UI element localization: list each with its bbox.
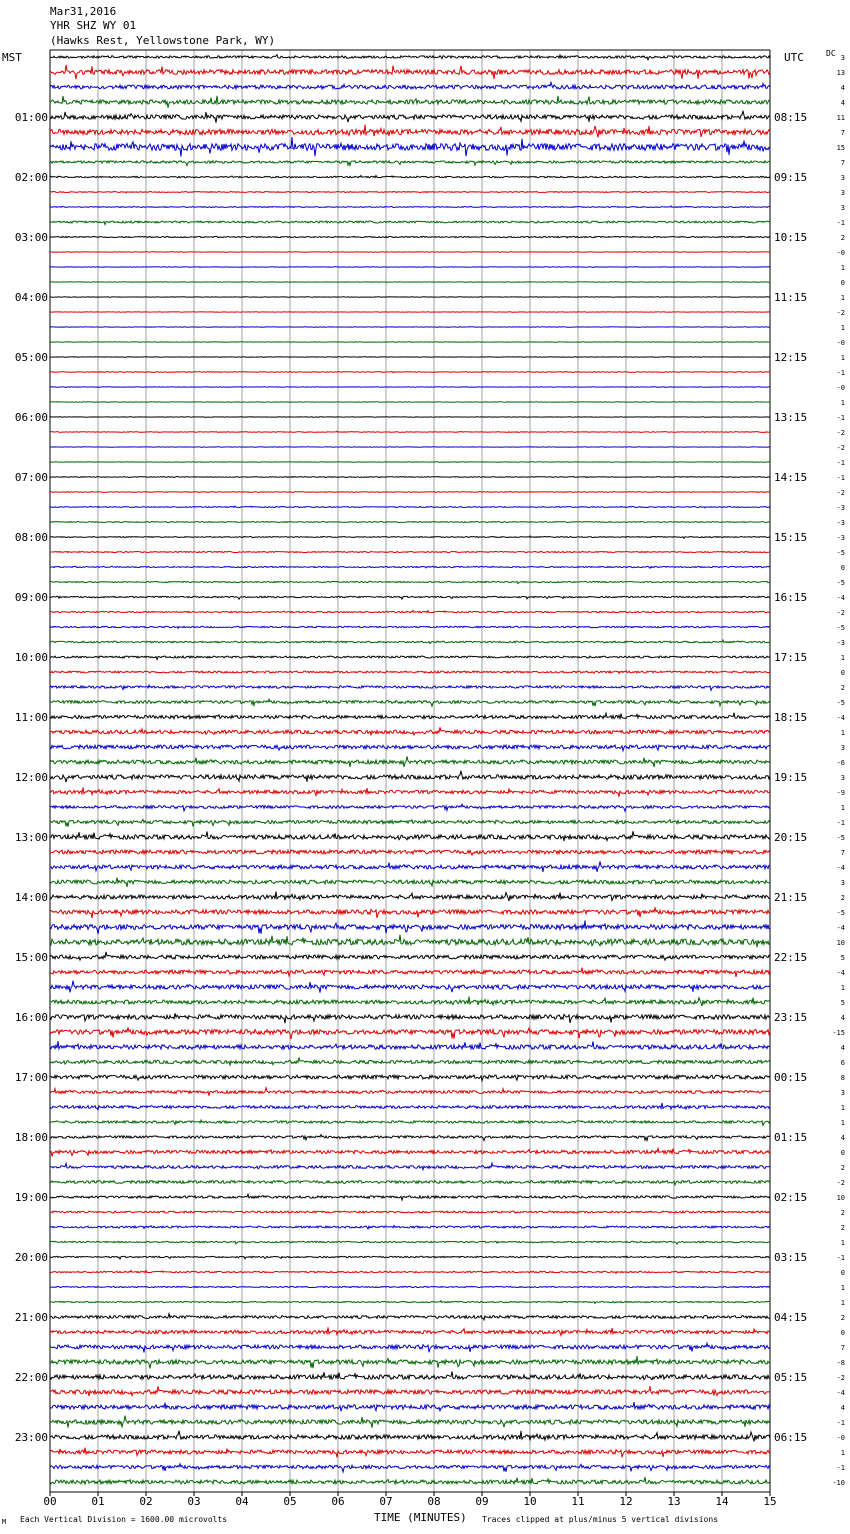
trace-line: [50, 221, 770, 224]
trace-line: [50, 685, 770, 690]
right-hour-label: 04:15: [774, 1311, 808, 1324]
trace-line: [50, 1120, 770, 1125]
trace-line: [50, 920, 770, 934]
x-tick-label: 08: [427, 1495, 441, 1508]
trace-line: [50, 111, 770, 123]
right-hour-label: 12:15: [774, 351, 808, 364]
trace-line: [50, 968, 770, 977]
left-hour-label: 13:00: [14, 831, 48, 844]
dc-offset-label: 1: [840, 324, 845, 332]
x-tick-label: 03: [187, 1495, 201, 1508]
dc-offset-label: -1: [836, 414, 845, 422]
dc-offset-label: 13: [836, 69, 845, 77]
dc-offset-label: -5: [836, 579, 845, 587]
trace-line: [50, 282, 770, 283]
trace-line: [50, 935, 770, 948]
dc-offset-label: 4: [840, 1134, 845, 1142]
trace-line: [50, 161, 770, 166]
dc-offset-label: -5: [836, 909, 845, 917]
dc-offset-label: 3: [840, 189, 845, 197]
trace-line: [50, 1241, 770, 1244]
trace-line: [50, 192, 770, 193]
left-hour-label: 11:00: [14, 711, 48, 724]
trace-line: [50, 1314, 770, 1320]
trace-line: [50, 1372, 770, 1380]
x-tick-label: 01: [91, 1495, 105, 1508]
right-hour-label: 15:15: [774, 531, 808, 544]
right-hour-label: 19:15: [774, 771, 808, 784]
trace-line: [50, 1058, 770, 1066]
left-hour-label: 22:00: [14, 1371, 48, 1384]
trace-line: [50, 1225, 770, 1228]
dc-offset-label: -3: [836, 504, 845, 512]
trace-line: [50, 506, 770, 508]
left-hour-label: 19:00: [14, 1191, 48, 1204]
dc-offset-label: 8: [840, 1074, 845, 1082]
trace-line: [50, 387, 770, 388]
x-tick-label: 07: [379, 1495, 393, 1508]
dc-offset-label: 2: [840, 894, 845, 902]
dc-offset-label: 1: [840, 354, 845, 362]
trace-line: [50, 861, 770, 872]
x-tick-label: 00: [43, 1495, 57, 1508]
station-location: (Hawks Rest, Yellowstone Park, WY): [50, 34, 276, 47]
trace-line: [50, 1402, 770, 1411]
dc-offset-label: -5: [836, 624, 845, 632]
left-hour-label: 17:00: [14, 1071, 48, 1084]
left-hour-label: 09:00: [14, 591, 48, 604]
left-hour-label: 08:00: [14, 531, 48, 544]
trace-line: [50, 477, 770, 478]
trace-line: [50, 1148, 770, 1156]
dc-offset-label: 4: [840, 99, 845, 107]
dc-offset-label: -4: [836, 924, 845, 932]
dc-offset-label: 3: [840, 879, 845, 887]
trace-line: [50, 1270, 770, 1273]
dc-offset-label: -0: [836, 249, 845, 257]
dc-offset-label: 1: [840, 1299, 845, 1307]
plot-date: Mar31,2016: [50, 5, 117, 18]
left-hour-label: 04:00: [14, 291, 48, 304]
dc-offset-label: 0: [840, 669, 845, 677]
trace-line: [50, 610, 770, 612]
x-tick-label: 09: [475, 1495, 489, 1508]
trace-line: [50, 878, 770, 887]
dc-offset-label: 3: [840, 204, 845, 212]
dc-offset-label: 7: [840, 129, 845, 137]
x-tick-label: 10: [523, 1495, 537, 1508]
trace-line: [50, 55, 770, 60]
left-hour-label: 03:00: [14, 231, 48, 244]
dc-offset-label: 15: [836, 144, 845, 152]
trace-line: [50, 745, 770, 751]
dc-offset-label: -1: [836, 819, 845, 827]
left-hour-label: 02:00: [14, 171, 48, 184]
trace-line: [50, 1088, 770, 1096]
trace-line: [50, 771, 770, 782]
dc-offset-label: 2: [840, 1314, 845, 1322]
x-tick-label: 05: [283, 1495, 297, 1508]
dc-offset-label: -5: [836, 699, 845, 707]
trace-line: [50, 566, 770, 568]
right-hour-label: 20:15: [774, 831, 808, 844]
dc-offset-label: 1: [840, 1104, 845, 1112]
trace-line: [50, 1256, 770, 1259]
dc-offset-label: -4: [836, 714, 845, 722]
dc-offset-label: -1: [836, 474, 845, 482]
dc-offset-label: 1: [840, 804, 845, 812]
trace-line: [50, 357, 770, 358]
trace-line: [50, 431, 770, 432]
trace-line: [50, 1286, 770, 1287]
trace-line: [50, 831, 770, 841]
trace-line: [50, 1027, 770, 1039]
dc-offset-label: 1: [840, 399, 845, 407]
trace-line: [50, 1103, 770, 1110]
trace-line: [50, 1356, 770, 1368]
trace-line: [50, 981, 770, 993]
x-tick-label: 13: [667, 1495, 681, 1508]
dc-offset-label: 3: [840, 744, 845, 752]
x-tick-label: 15: [763, 1495, 777, 1508]
trace-line: [50, 727, 770, 735]
dc-offset-label: 3: [840, 174, 845, 182]
dc-offset-label: 3: [840, 774, 845, 782]
trace-line: [50, 1301, 770, 1304]
left-hour-label: 15:00: [14, 951, 48, 964]
trace-line: [50, 1464, 770, 1472]
dc-offset-label: 0: [840, 564, 845, 572]
x-tick-label: 12: [619, 1495, 633, 1508]
dc-offset-label: 7: [840, 159, 845, 167]
left-hour-label: 23:00: [14, 1431, 48, 1444]
dc-offset-label: -5: [836, 834, 845, 842]
dc-offset-label: 0: [840, 1269, 845, 1277]
dc-offset-label: -2: [836, 444, 845, 452]
right-hour-label: 18:15: [774, 711, 808, 724]
trace-line: [50, 492, 770, 493]
dc-offset-label: 2: [840, 1224, 845, 1232]
trace-line: [50, 1163, 770, 1169]
trace-line: [50, 850, 770, 855]
x-tick-label: 11: [571, 1495, 585, 1508]
right-hour-label: 21:15: [774, 891, 808, 904]
dc-offset-label: 1: [840, 729, 845, 737]
left-hour-label: 21:00: [14, 1311, 48, 1324]
dc-offset-label: 1: [840, 1449, 845, 1457]
dc-offset-label: -0: [836, 1434, 845, 1442]
dc-offset-label: 1: [840, 1239, 845, 1247]
dc-offset-label: -3: [836, 639, 845, 647]
left-hour-label: 16:00: [14, 1011, 48, 1024]
dc-offset-label: 0: [840, 1329, 845, 1337]
left-hour-label: 10:00: [14, 651, 48, 664]
dc-offset-label: -6: [836, 759, 845, 767]
trace-line: [50, 1211, 770, 1213]
station-code: YHR SHZ WY 01: [50, 19, 137, 32]
trace-line: [50, 1431, 770, 1442]
scale-note: Each Vertical Division = 1600.00 microvolts: [20, 1515, 228, 1524]
dc-offset-label: -1: [836, 1419, 845, 1427]
right-hour-label: 10:15: [774, 231, 808, 244]
trace-line: [50, 952, 770, 960]
left-hour-label: 18:00: [14, 1131, 48, 1144]
dc-offset-label: -1: [836, 1254, 845, 1262]
dc-offset-label: 10: [836, 1194, 845, 1202]
dc-offset-label: -9: [836, 789, 845, 797]
dc-offset-header: DC: [826, 49, 836, 58]
trace-line: [50, 175, 770, 177]
dc-offset-label: 2: [840, 1164, 845, 1172]
dc-offset-label: 10: [836, 939, 845, 947]
dc-offset-label: -0: [836, 339, 845, 347]
dc-offset-label: 4: [840, 84, 845, 92]
dc-offset-label: 1: [840, 984, 845, 992]
clip-note: Traces clipped at plus/minus 5 vertical divisions: [482, 1515, 719, 1524]
dc-offset-label: -4: [836, 594, 845, 602]
trace-line: [50, 997, 770, 1006]
dc-offset-label: -3: [836, 519, 845, 527]
right-timezone-label: UTC: [784, 51, 804, 64]
dc-offset-label: 5: [840, 954, 845, 962]
trace-line: [50, 1013, 770, 1023]
left-hour-label: 07:00: [14, 471, 48, 484]
trace-line: [50, 1386, 770, 1396]
dc-offset-label: 5: [840, 999, 845, 1007]
trace-line: [50, 819, 770, 826]
dc-offset-label: -2: [836, 1179, 845, 1187]
trace-line: [50, 640, 770, 644]
trace-line: [50, 596, 770, 599]
trace-line: [50, 462, 770, 463]
x-tick-label: 14: [715, 1495, 729, 1508]
dc-offset-label: 1: [840, 294, 845, 302]
left-hour-label: 20:00: [14, 1251, 48, 1264]
left-hour-label: 05:00: [14, 351, 48, 364]
right-hour-label: 08:15: [774, 111, 808, 124]
dc-offset-label: -8: [836, 1359, 845, 1367]
dc-offset-label: 4: [840, 1404, 845, 1412]
dc-offset-label: 1: [840, 1284, 845, 1292]
dc-offset-label: 2: [840, 1209, 845, 1217]
right-hour-label: 05:15: [774, 1371, 808, 1384]
trace-line: [50, 1041, 770, 1049]
dc-offset-label: 1: [840, 1119, 845, 1127]
trace-line: [50, 699, 770, 706]
dc-offset-label: -15: [832, 1029, 845, 1037]
trace-line: [50, 206, 770, 208]
left-hour-label: 14:00: [14, 891, 48, 904]
dc-offset-label: -10: [832, 1479, 845, 1487]
dc-offset-label: 3: [840, 1089, 845, 1097]
dc-offset-label: 1: [840, 264, 845, 272]
trace-line: [50, 327, 770, 328]
dc-offset-label: -3: [836, 534, 845, 542]
right-hour-label: 02:15: [774, 1191, 808, 1204]
dc-offset-label: -2: [836, 309, 845, 317]
dc-offset-label: -4: [836, 969, 845, 977]
trace-line: [50, 551, 770, 552]
trace-line: [50, 787, 770, 797]
trace-line: [50, 372, 770, 373]
trace-line: [50, 1416, 770, 1428]
dc-offset-label: 2: [840, 684, 845, 692]
trace-line: [50, 96, 770, 108]
dc-offset-label: -2: [836, 1374, 845, 1382]
right-hour-label: 03:15: [774, 1251, 808, 1264]
trace-line: [50, 1448, 770, 1458]
trace-line: [50, 522, 770, 523]
right-hour-label: 09:15: [774, 171, 808, 184]
dc-offset-label: -1: [836, 459, 845, 467]
left-hour-label: 01:00: [14, 111, 48, 124]
footer-mark: M: [2, 1518, 7, 1526]
dc-offset-label: -2: [836, 429, 845, 437]
right-hour-label: 23:15: [774, 1011, 808, 1024]
trace-line: [50, 536, 770, 538]
trace-line: [50, 1477, 770, 1484]
trace-line: [50, 1327, 770, 1335]
dc-offset-label: -1: [836, 219, 845, 227]
dc-offset-label: 4: [840, 1014, 845, 1022]
dc-offset-label: -5: [836, 549, 845, 557]
dc-offset-label: 4: [840, 1044, 845, 1052]
trace-line: [50, 1181, 770, 1185]
trace-line: [50, 1135, 770, 1141]
trace-line: [50, 581, 770, 583]
trace-line: [50, 656, 770, 659]
left-hour-label: 06:00: [14, 411, 48, 424]
dc-offset-label: -1: [836, 1464, 845, 1472]
dc-offset-label: 0: [840, 1149, 845, 1157]
trace-line: [50, 125, 770, 138]
dc-offset-label: 7: [840, 849, 845, 857]
dc-offset-label: 0: [840, 279, 845, 287]
dc-offset-label: -4: [836, 1389, 845, 1397]
x-tick-label: 04: [235, 1495, 249, 1508]
right-hour-label: 06:15: [774, 1431, 808, 1444]
left-hour-label: 12:00: [14, 771, 48, 784]
trace-line: [50, 252, 770, 253]
dc-offset-label: -4: [836, 864, 845, 872]
trace-line: [50, 892, 770, 901]
trace-line: [50, 713, 770, 719]
dc-offset-label: 7: [840, 1344, 845, 1352]
dc-offset-label: -2: [836, 489, 845, 497]
trace-line: [50, 82, 770, 89]
x-tick-label: 02: [139, 1495, 153, 1508]
trace-line: [50, 1194, 770, 1200]
trace-line: [50, 65, 770, 79]
trace-line: [50, 267, 770, 268]
trace-line: [50, 1075, 770, 1081]
dc-offset-label: -1: [836, 369, 845, 377]
trace-line: [50, 236, 770, 238]
right-hour-label: 01:15: [774, 1131, 808, 1144]
trace-line: [50, 671, 770, 674]
right-hour-label: 17:15: [774, 651, 808, 664]
right-hour-label: 22:15: [774, 951, 808, 964]
dc-offset-label: 11: [836, 114, 845, 122]
right-hour-label: 13:15: [774, 411, 808, 424]
trace-line: [50, 137, 770, 157]
right-hour-label: 11:15: [774, 291, 808, 304]
dc-offset-label: 3: [840, 54, 845, 62]
trace-line: [50, 402, 770, 403]
trace-line: [50, 1343, 770, 1352]
trace-line: [50, 804, 770, 811]
right-hour-label: 00:15: [774, 1071, 808, 1084]
dc-offset-label: -0: [836, 384, 845, 392]
left-timezone-label: MST: [2, 51, 22, 64]
x-tick-label: 06: [331, 1495, 345, 1508]
trace-line: [50, 756, 770, 767]
dc-offset-label: 6: [840, 1059, 845, 1067]
trace-line: [50, 908, 770, 918]
right-hour-label: 16:15: [774, 591, 808, 604]
dc-offset-label: 2: [840, 234, 845, 242]
trace-line: [50, 626, 770, 628]
x-axis-label: TIME (MINUTES): [374, 1511, 467, 1524]
right-hour-label: 14:15: [774, 471, 808, 484]
dc-offset-label: -2: [836, 609, 845, 617]
dc-offset-label: 1: [840, 654, 845, 662]
